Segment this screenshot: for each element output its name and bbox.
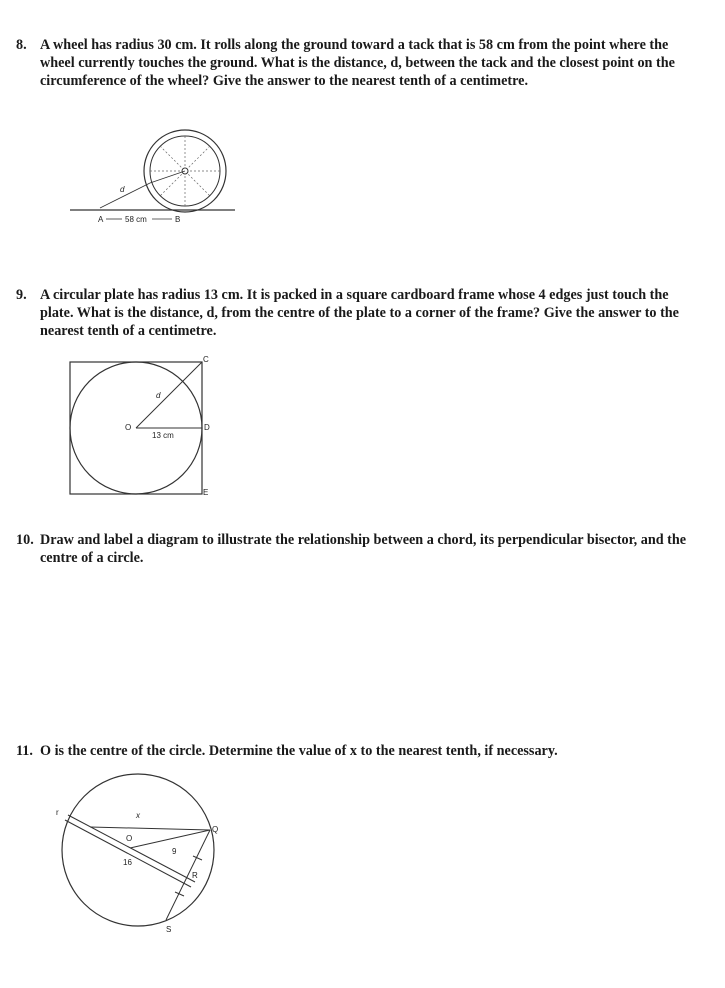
question-text: A wheel has radius 30 cm. It rolls along the ground toward a tack that is 58 cm from the point where the wheel currently touches the ground. What is the distance, d, between the tack and the closest point on the circumference of the wheel? Give the answer to the nearest tenth of a centimetre. [40,37,675,89]
label-16: 16 [123,858,132,867]
label-s: S [166,925,172,934]
label-o: O [126,834,133,843]
label-r: r [56,808,59,817]
question-11 [16,742,696,760]
label-point-r: R [192,871,198,880]
label-e: E [203,488,209,497]
distance-d-line [100,183,150,208]
question-number: 11. [16,743,33,759]
label-length: 58 cm [125,215,147,224]
distance-d-line [136,362,202,428]
label-point-d: D [204,423,210,432]
question-number: 9. [16,287,27,303]
label-c: C [203,355,209,364]
label-9: 9 [172,847,177,856]
label-o: O [125,423,132,432]
plate-diagram [64,354,224,504]
question-10 [16,531,696,567]
label-d: d [120,185,125,194]
label-b: B [175,215,181,224]
label-x: x [136,811,140,820]
segment-o-q [130,830,210,848]
radius-line [150,171,185,183]
circle [62,774,214,926]
question-9 [16,286,696,340]
label-q: Q [212,825,219,834]
question-text: Draw and label a diagram to illustrate the relationship between a chord, its perpendicular bisector, and the centre of a circle. [40,532,687,566]
question-number: 8. [16,37,27,53]
question-text: A circular plate has radius 13 cm. It is packed in a square cardboard frame whose 4 edges just touch the plate. What is the distance, d, from the centre of the plate to a corner of the frame? Give the answer to the nearest tenth of a centimetre. [40,287,679,339]
question-8 [16,36,696,90]
label-d: d [156,391,161,400]
segment-to-q-top [90,827,210,830]
chord-diagram [50,770,230,940]
wheel-diagram [70,128,240,228]
label-a: A [98,215,104,224]
question-text: O is the centre of the circle. Determine the value of x to the nearest tenth, if necessary. [40,743,558,759]
question-number: 10. [16,532,34,548]
label-radius: 13 cm [152,431,174,440]
